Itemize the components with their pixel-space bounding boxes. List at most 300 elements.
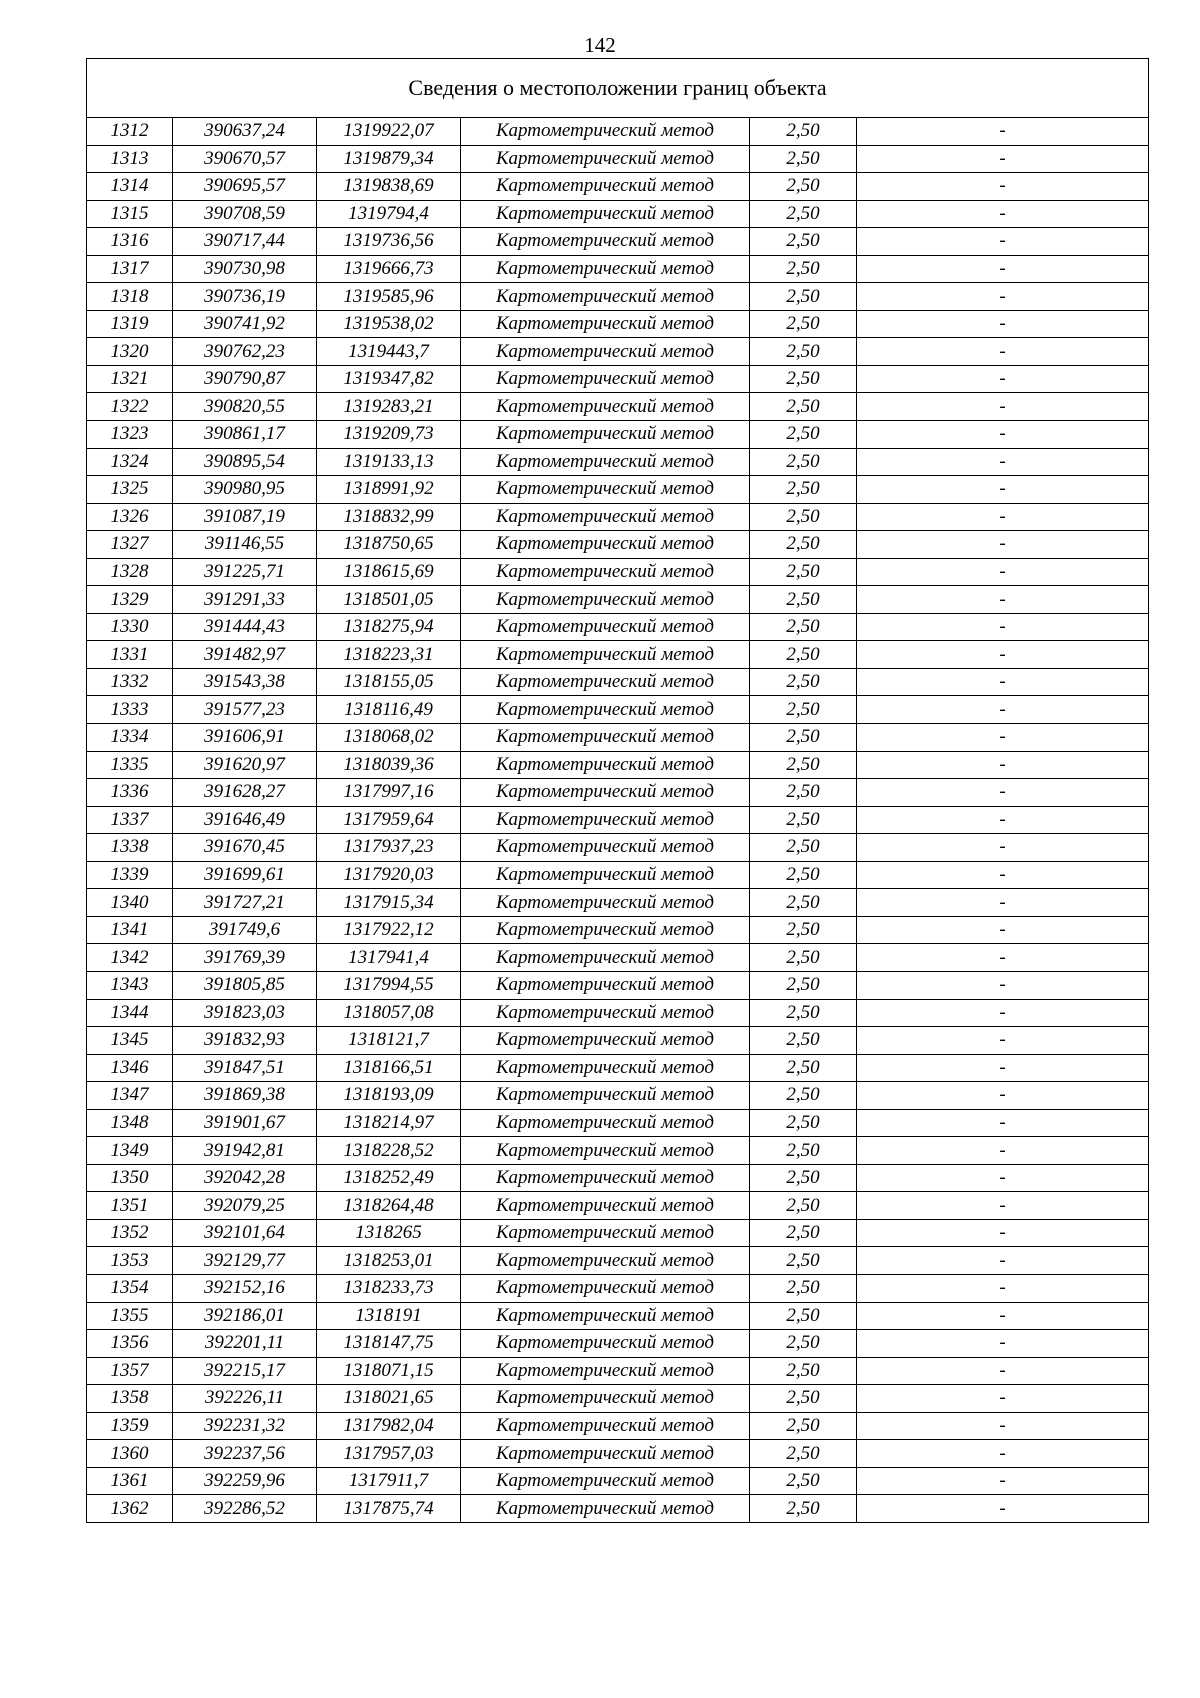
table-row (87, 200, 1149, 228)
table-row (87, 255, 1149, 283)
dash-cell: - (857, 118, 1149, 146)
x-coordinate-cell: 390730,98 (173, 255, 317, 283)
dash-cell: - (857, 365, 1149, 393)
accuracy-cell: 2,50 (750, 145, 857, 173)
dash-cell: - (857, 503, 1149, 531)
dash-cell: - (857, 1082, 1149, 1110)
accuracy-cell: 2,50 (750, 365, 857, 393)
point-number-cell: 1353 (87, 1247, 173, 1275)
point-number-cell: 1318 (87, 283, 173, 311)
dash-cell: - (857, 558, 1149, 586)
method-cell: Картометрический метод (461, 1467, 750, 1495)
x-coordinate-cell: 390741,92 (173, 310, 317, 338)
x-coordinate-cell: 390861,17 (173, 421, 317, 449)
point-number-cell: 1317 (87, 255, 173, 283)
y-coordinate-cell: 1319347,82 (317, 365, 461, 393)
table-row (87, 668, 1149, 696)
point-number-cell: 1342 (87, 944, 173, 972)
method-cell: Картометрический метод (461, 861, 750, 889)
table-row (87, 1440, 1149, 1468)
table-row (87, 1054, 1149, 1082)
dash-cell: - (857, 1109, 1149, 1137)
accuracy-cell: 2,50 (750, 1412, 857, 1440)
method-cell: Картометрический метод (461, 173, 750, 201)
y-coordinate-cell: 1318233,73 (317, 1274, 461, 1302)
accuracy-cell: 2,50 (750, 1440, 857, 1468)
dash-cell: - (857, 779, 1149, 807)
dash-cell: - (857, 476, 1149, 504)
y-coordinate-cell: 1319133,13 (317, 448, 461, 476)
point-number-cell: 1340 (87, 889, 173, 917)
table-row (87, 999, 1149, 1027)
table-row (87, 944, 1149, 972)
dash-cell: - (857, 641, 1149, 669)
y-coordinate-cell: 1318166,51 (317, 1054, 461, 1082)
table-row (87, 1192, 1149, 1220)
point-number-cell: 1335 (87, 751, 173, 779)
y-coordinate-cell: 1317959,64 (317, 806, 461, 834)
dash-cell: - (857, 1027, 1149, 1055)
page-number: 142 (584, 33, 616, 57)
method-cell: Картометрический метод (461, 889, 750, 917)
x-coordinate-cell: 392101,64 (173, 1219, 317, 1247)
dash-cell: - (857, 228, 1149, 256)
accuracy-cell: 2,50 (750, 724, 857, 752)
y-coordinate-cell: 1318832,99 (317, 503, 461, 531)
dash-cell: - (857, 393, 1149, 421)
point-number-cell: 1326 (87, 503, 173, 531)
method-cell: Картометрический метод (461, 310, 750, 338)
method-cell: Картометрический метод (461, 393, 750, 421)
y-coordinate-cell: 1319209,73 (317, 421, 461, 449)
y-coordinate-cell: 1317920,03 (317, 861, 461, 889)
dash-cell: - (857, 173, 1149, 201)
point-number-cell: 1314 (87, 173, 173, 201)
dash-cell: - (857, 1495, 1149, 1523)
y-coordinate-cell: 1318275,94 (317, 613, 461, 641)
dash-cell: - (857, 999, 1149, 1027)
x-coordinate-cell: 390708,59 (173, 200, 317, 228)
accuracy-cell: 2,50 (750, 173, 857, 201)
x-coordinate-cell: 391087,19 (173, 503, 317, 531)
y-coordinate-cell: 1318147,75 (317, 1330, 461, 1358)
y-coordinate-cell: 1318223,31 (317, 641, 461, 669)
method-cell: Картометрический метод (461, 118, 750, 146)
dash-cell: - (857, 696, 1149, 724)
method-cell: Картометрический метод (461, 503, 750, 531)
table-row (87, 613, 1149, 641)
table-row (87, 1467, 1149, 1495)
dash-cell: - (857, 531, 1149, 559)
dash-cell: - (857, 310, 1149, 338)
method-cell: Картометрический метод (461, 200, 750, 228)
x-coordinate-cell: 391146,55 (173, 531, 317, 559)
y-coordinate-cell: 1317937,23 (317, 834, 461, 862)
point-number-cell: 1341 (87, 916, 173, 944)
dash-cell: - (857, 806, 1149, 834)
point-number-cell: 1334 (87, 724, 173, 752)
x-coordinate-cell: 390695,57 (173, 173, 317, 201)
point-number-cell: 1330 (87, 613, 173, 641)
accuracy-cell: 2,50 (750, 118, 857, 146)
dash-cell: - (857, 1440, 1149, 1468)
accuracy-cell: 2,50 (750, 1330, 857, 1358)
point-number-cell: 1352 (87, 1219, 173, 1247)
table-row (87, 696, 1149, 724)
point-number-cell: 1346 (87, 1054, 173, 1082)
table-row (87, 173, 1149, 201)
x-coordinate-cell: 391620,97 (173, 751, 317, 779)
x-coordinate-cell: 391444,43 (173, 613, 317, 641)
dash-cell: - (857, 889, 1149, 917)
table-row (87, 916, 1149, 944)
method-cell: Картометрический метод (461, 145, 750, 173)
method-cell: Картометрический метод (461, 1302, 750, 1330)
dash-cell: - (857, 255, 1149, 283)
point-number-cell: 1339 (87, 861, 173, 889)
x-coordinate-cell: 390820,55 (173, 393, 317, 421)
point-number-cell: 1349 (87, 1137, 173, 1165)
y-coordinate-cell: 1317994,55 (317, 971, 461, 999)
method-cell: Картометрический метод (461, 421, 750, 449)
point-number-cell: 1345 (87, 1027, 173, 1055)
method-cell: Картометрический метод (461, 834, 750, 862)
x-coordinate-cell: 392286,52 (173, 1495, 317, 1523)
point-number-cell: 1332 (87, 668, 173, 696)
y-coordinate-cell: 1317875,74 (317, 1495, 461, 1523)
y-coordinate-cell: 1318039,36 (317, 751, 461, 779)
x-coordinate-cell: 391749,6 (173, 916, 317, 944)
dash-cell: - (857, 1164, 1149, 1192)
method-cell: Картометрический метод (461, 613, 750, 641)
y-coordinate-cell: 1318991,92 (317, 476, 461, 504)
x-coordinate-cell: 392079,25 (173, 1192, 317, 1220)
method-cell: Картометрический метод (461, 779, 750, 807)
x-coordinate-cell: 391699,61 (173, 861, 317, 889)
y-coordinate-cell: 1318116,49 (317, 696, 461, 724)
y-coordinate-cell: 1318021,65 (317, 1385, 461, 1413)
method-cell: Картометрический метод (461, 1219, 750, 1247)
table-row (87, 834, 1149, 862)
x-coordinate-cell: 391727,21 (173, 889, 317, 917)
table-row (87, 641, 1149, 669)
table-row (87, 1137, 1149, 1165)
dash-cell: - (857, 448, 1149, 476)
x-coordinate-cell: 391942,81 (173, 1137, 317, 1165)
y-coordinate-cell: 1318057,08 (317, 999, 461, 1027)
method-cell: Картометрический метод (461, 641, 750, 669)
point-number-cell: 1331 (87, 641, 173, 669)
y-coordinate-cell: 1318193,09 (317, 1082, 461, 1110)
boundary-coordinates-table (86, 58, 1149, 1523)
point-number-cell: 1322 (87, 393, 173, 421)
dash-cell: - (857, 724, 1149, 752)
x-coordinate-cell: 390637,24 (173, 118, 317, 146)
method-cell: Картометрический метод (461, 724, 750, 752)
accuracy-cell: 2,50 (750, 696, 857, 724)
point-number-cell: 1313 (87, 145, 173, 173)
accuracy-cell: 2,50 (750, 1027, 857, 1055)
point-number-cell: 1359 (87, 1412, 173, 1440)
table-row (87, 118, 1149, 146)
dash-cell: - (857, 971, 1149, 999)
y-coordinate-cell: 1318253,01 (317, 1247, 461, 1275)
y-coordinate-cell: 1319538,02 (317, 310, 461, 338)
accuracy-cell: 2,50 (750, 310, 857, 338)
table-row (87, 1385, 1149, 1413)
point-number-cell: 1312 (87, 118, 173, 146)
table-row (87, 283, 1149, 311)
point-number-cell: 1343 (87, 971, 173, 999)
method-cell: Картометрический метод (461, 1274, 750, 1302)
method-cell: Картометрический метод (461, 1054, 750, 1082)
x-coordinate-cell: 392129,77 (173, 1247, 317, 1275)
accuracy-cell: 2,50 (750, 1109, 857, 1137)
y-coordinate-cell: 1318265 (317, 1219, 461, 1247)
accuracy-cell: 2,50 (750, 228, 857, 256)
accuracy-cell: 2,50 (750, 1495, 857, 1523)
x-coordinate-cell: 390670,57 (173, 145, 317, 173)
method-cell: Картометрический метод (461, 916, 750, 944)
dash-cell: - (857, 1330, 1149, 1358)
x-coordinate-cell: 391577,23 (173, 696, 317, 724)
y-coordinate-cell: 1319922,07 (317, 118, 461, 146)
point-number-cell: 1362 (87, 1495, 173, 1523)
method-cell: Картометрический метод (461, 228, 750, 256)
table-row (87, 806, 1149, 834)
accuracy-cell: 2,50 (750, 421, 857, 449)
accuracy-cell: 2,50 (750, 1054, 857, 1082)
x-coordinate-cell: 390895,54 (173, 448, 317, 476)
method-cell: Картометрический метод (461, 283, 750, 311)
x-coordinate-cell: 391482,97 (173, 641, 317, 669)
point-number-cell: 1337 (87, 806, 173, 834)
dash-cell: - (857, 586, 1149, 614)
accuracy-cell: 2,50 (750, 751, 857, 779)
x-coordinate-cell: 391847,51 (173, 1054, 317, 1082)
point-number-cell: 1323 (87, 421, 173, 449)
table-row (87, 338, 1149, 366)
accuracy-cell: 2,50 (750, 834, 857, 862)
accuracy-cell: 2,50 (750, 1219, 857, 1247)
accuracy-cell: 2,50 (750, 613, 857, 641)
method-cell: Картометрический метод (461, 531, 750, 559)
table-row (87, 751, 1149, 779)
table-title: Сведения о местоположении границ объекта (87, 59, 1149, 118)
method-cell: Картометрический метод (461, 1027, 750, 1055)
y-coordinate-cell: 1318252,49 (317, 1164, 461, 1192)
x-coordinate-cell: 390736,19 (173, 283, 317, 311)
dash-cell: - (857, 145, 1149, 173)
dash-cell: - (857, 751, 1149, 779)
method-cell: Картометрический метод (461, 558, 750, 586)
accuracy-cell: 2,50 (750, 476, 857, 504)
x-coordinate-cell: 391543,38 (173, 668, 317, 696)
accuracy-cell: 2,50 (750, 503, 857, 531)
accuracy-cell: 2,50 (750, 1137, 857, 1165)
table-row (87, 586, 1149, 614)
point-number-cell: 1355 (87, 1302, 173, 1330)
y-coordinate-cell: 1319838,69 (317, 173, 461, 201)
dash-cell: - (857, 1137, 1149, 1165)
y-coordinate-cell: 1319879,34 (317, 145, 461, 173)
method-cell: Картометрический метод (461, 1412, 750, 1440)
dash-cell: - (857, 1054, 1149, 1082)
dash-cell: - (857, 283, 1149, 311)
accuracy-cell: 2,50 (750, 283, 857, 311)
accuracy-cell: 2,50 (750, 944, 857, 972)
table-row (87, 421, 1149, 449)
accuracy-cell: 2,50 (750, 393, 857, 421)
table-row (87, 476, 1149, 504)
table-row (87, 1274, 1149, 1302)
y-coordinate-cell: 1317922,12 (317, 916, 461, 944)
point-number-cell: 1324 (87, 448, 173, 476)
method-cell: Картометрический метод (461, 1495, 750, 1523)
accuracy-cell: 2,50 (750, 338, 857, 366)
table-row (87, 724, 1149, 752)
method-cell: Картометрический метод (461, 971, 750, 999)
x-coordinate-cell: 392152,16 (173, 1274, 317, 1302)
x-coordinate-cell: 390980,95 (173, 476, 317, 504)
point-number-cell: 1321 (87, 365, 173, 393)
accuracy-cell: 2,50 (750, 806, 857, 834)
point-number-cell: 1358 (87, 1385, 173, 1413)
y-coordinate-cell: 1318214,97 (317, 1109, 461, 1137)
accuracy-cell: 2,50 (750, 1247, 857, 1275)
table-row (87, 145, 1149, 173)
x-coordinate-cell: 391646,49 (173, 806, 317, 834)
point-number-cell: 1347 (87, 1082, 173, 1110)
method-cell: Картометрический метод (461, 1247, 750, 1275)
point-number-cell: 1361 (87, 1467, 173, 1495)
dash-cell: - (857, 1192, 1149, 1220)
accuracy-cell: 2,50 (750, 999, 857, 1027)
accuracy-cell: 2,50 (750, 531, 857, 559)
x-coordinate-cell: 390790,87 (173, 365, 317, 393)
method-cell: Картометрический метод (461, 338, 750, 366)
accuracy-cell: 2,50 (750, 1274, 857, 1302)
method-cell: Картометрический метод (461, 1440, 750, 1468)
y-coordinate-cell: 1317941,4 (317, 944, 461, 972)
accuracy-cell: 2,50 (750, 668, 857, 696)
table-row (87, 861, 1149, 889)
x-coordinate-cell: 392231,32 (173, 1412, 317, 1440)
y-coordinate-cell: 1318264,48 (317, 1192, 461, 1220)
x-coordinate-cell: 391670,45 (173, 834, 317, 862)
accuracy-cell: 2,50 (750, 1164, 857, 1192)
dash-cell: - (857, 861, 1149, 889)
dash-cell: - (857, 1247, 1149, 1275)
table-title-row (87, 59, 1149, 118)
point-number-cell: 1329 (87, 586, 173, 614)
table-row (87, 310, 1149, 338)
method-cell: Картометрический метод (461, 586, 750, 614)
y-coordinate-cell: 1317997,16 (317, 779, 461, 807)
table-row (87, 1164, 1149, 1192)
point-number-cell: 1320 (87, 338, 173, 366)
x-coordinate-cell: 392042,28 (173, 1164, 317, 1192)
method-cell: Картометрический метод (461, 448, 750, 476)
x-coordinate-cell: 392226,11 (173, 1385, 317, 1413)
accuracy-cell: 2,50 (750, 641, 857, 669)
dash-cell: - (857, 613, 1149, 641)
point-number-cell: 1348 (87, 1109, 173, 1137)
x-coordinate-cell: 391869,38 (173, 1082, 317, 1110)
method-cell: Картометрический метод (461, 999, 750, 1027)
x-coordinate-cell: 392259,96 (173, 1467, 317, 1495)
dash-cell: - (857, 1219, 1149, 1247)
y-coordinate-cell: 1318071,15 (317, 1357, 461, 1385)
point-number-cell: 1338 (87, 834, 173, 862)
point-number-cell: 1328 (87, 558, 173, 586)
dash-cell: - (857, 1357, 1149, 1385)
point-number-cell: 1360 (87, 1440, 173, 1468)
table-row (87, 558, 1149, 586)
y-coordinate-cell: 1318068,02 (317, 724, 461, 752)
accuracy-cell: 2,50 (750, 779, 857, 807)
method-cell: Картометрический метод (461, 1082, 750, 1110)
accuracy-cell: 2,50 (750, 916, 857, 944)
dash-cell: - (857, 834, 1149, 862)
method-cell: Картометрический метод (461, 668, 750, 696)
table-row (87, 1109, 1149, 1137)
method-cell: Картометрический метод (461, 476, 750, 504)
x-coordinate-cell: 392215,17 (173, 1357, 317, 1385)
dash-cell: - (857, 916, 1149, 944)
dash-cell: - (857, 944, 1149, 972)
x-coordinate-cell: 392237,56 (173, 1440, 317, 1468)
point-number-cell: 1325 (87, 476, 173, 504)
y-coordinate-cell: 1319283,21 (317, 393, 461, 421)
x-coordinate-cell: 391769,39 (173, 944, 317, 972)
method-cell: Картометрический метод (461, 1357, 750, 1385)
table-row (87, 1219, 1149, 1247)
dash-cell: - (857, 338, 1149, 366)
point-number-cell: 1315 (87, 200, 173, 228)
accuracy-cell: 2,50 (750, 1192, 857, 1220)
table-row (87, 889, 1149, 917)
dash-cell: - (857, 1274, 1149, 1302)
accuracy-cell: 2,50 (750, 586, 857, 614)
table-row (87, 1330, 1149, 1358)
method-cell: Картометрический метод (461, 1330, 750, 1358)
table-row (87, 779, 1149, 807)
method-cell: Картометрический метод (461, 1164, 750, 1192)
table-row (87, 1247, 1149, 1275)
table-row (87, 1027, 1149, 1055)
method-cell: Картометрический метод (461, 1109, 750, 1137)
method-cell: Картометрический метод (461, 944, 750, 972)
y-coordinate-cell: 1317982,04 (317, 1412, 461, 1440)
point-number-cell: 1356 (87, 1330, 173, 1358)
accuracy-cell: 2,50 (750, 558, 857, 586)
point-number-cell: 1344 (87, 999, 173, 1027)
x-coordinate-cell: 392201,11 (173, 1330, 317, 1358)
point-number-cell: 1357 (87, 1357, 173, 1385)
y-coordinate-cell: 1318501,05 (317, 586, 461, 614)
point-number-cell: 1319 (87, 310, 173, 338)
dash-cell: - (857, 1412, 1149, 1440)
table-row (87, 503, 1149, 531)
y-coordinate-cell: 1318615,69 (317, 558, 461, 586)
method-cell: Картометрический метод (461, 1385, 750, 1413)
x-coordinate-cell: 391832,93 (173, 1027, 317, 1055)
method-cell: Картометрический метод (461, 696, 750, 724)
y-coordinate-cell: 1319443,7 (317, 338, 461, 366)
method-cell: Картометрический метод (461, 255, 750, 283)
x-coordinate-cell: 390762,23 (173, 338, 317, 366)
